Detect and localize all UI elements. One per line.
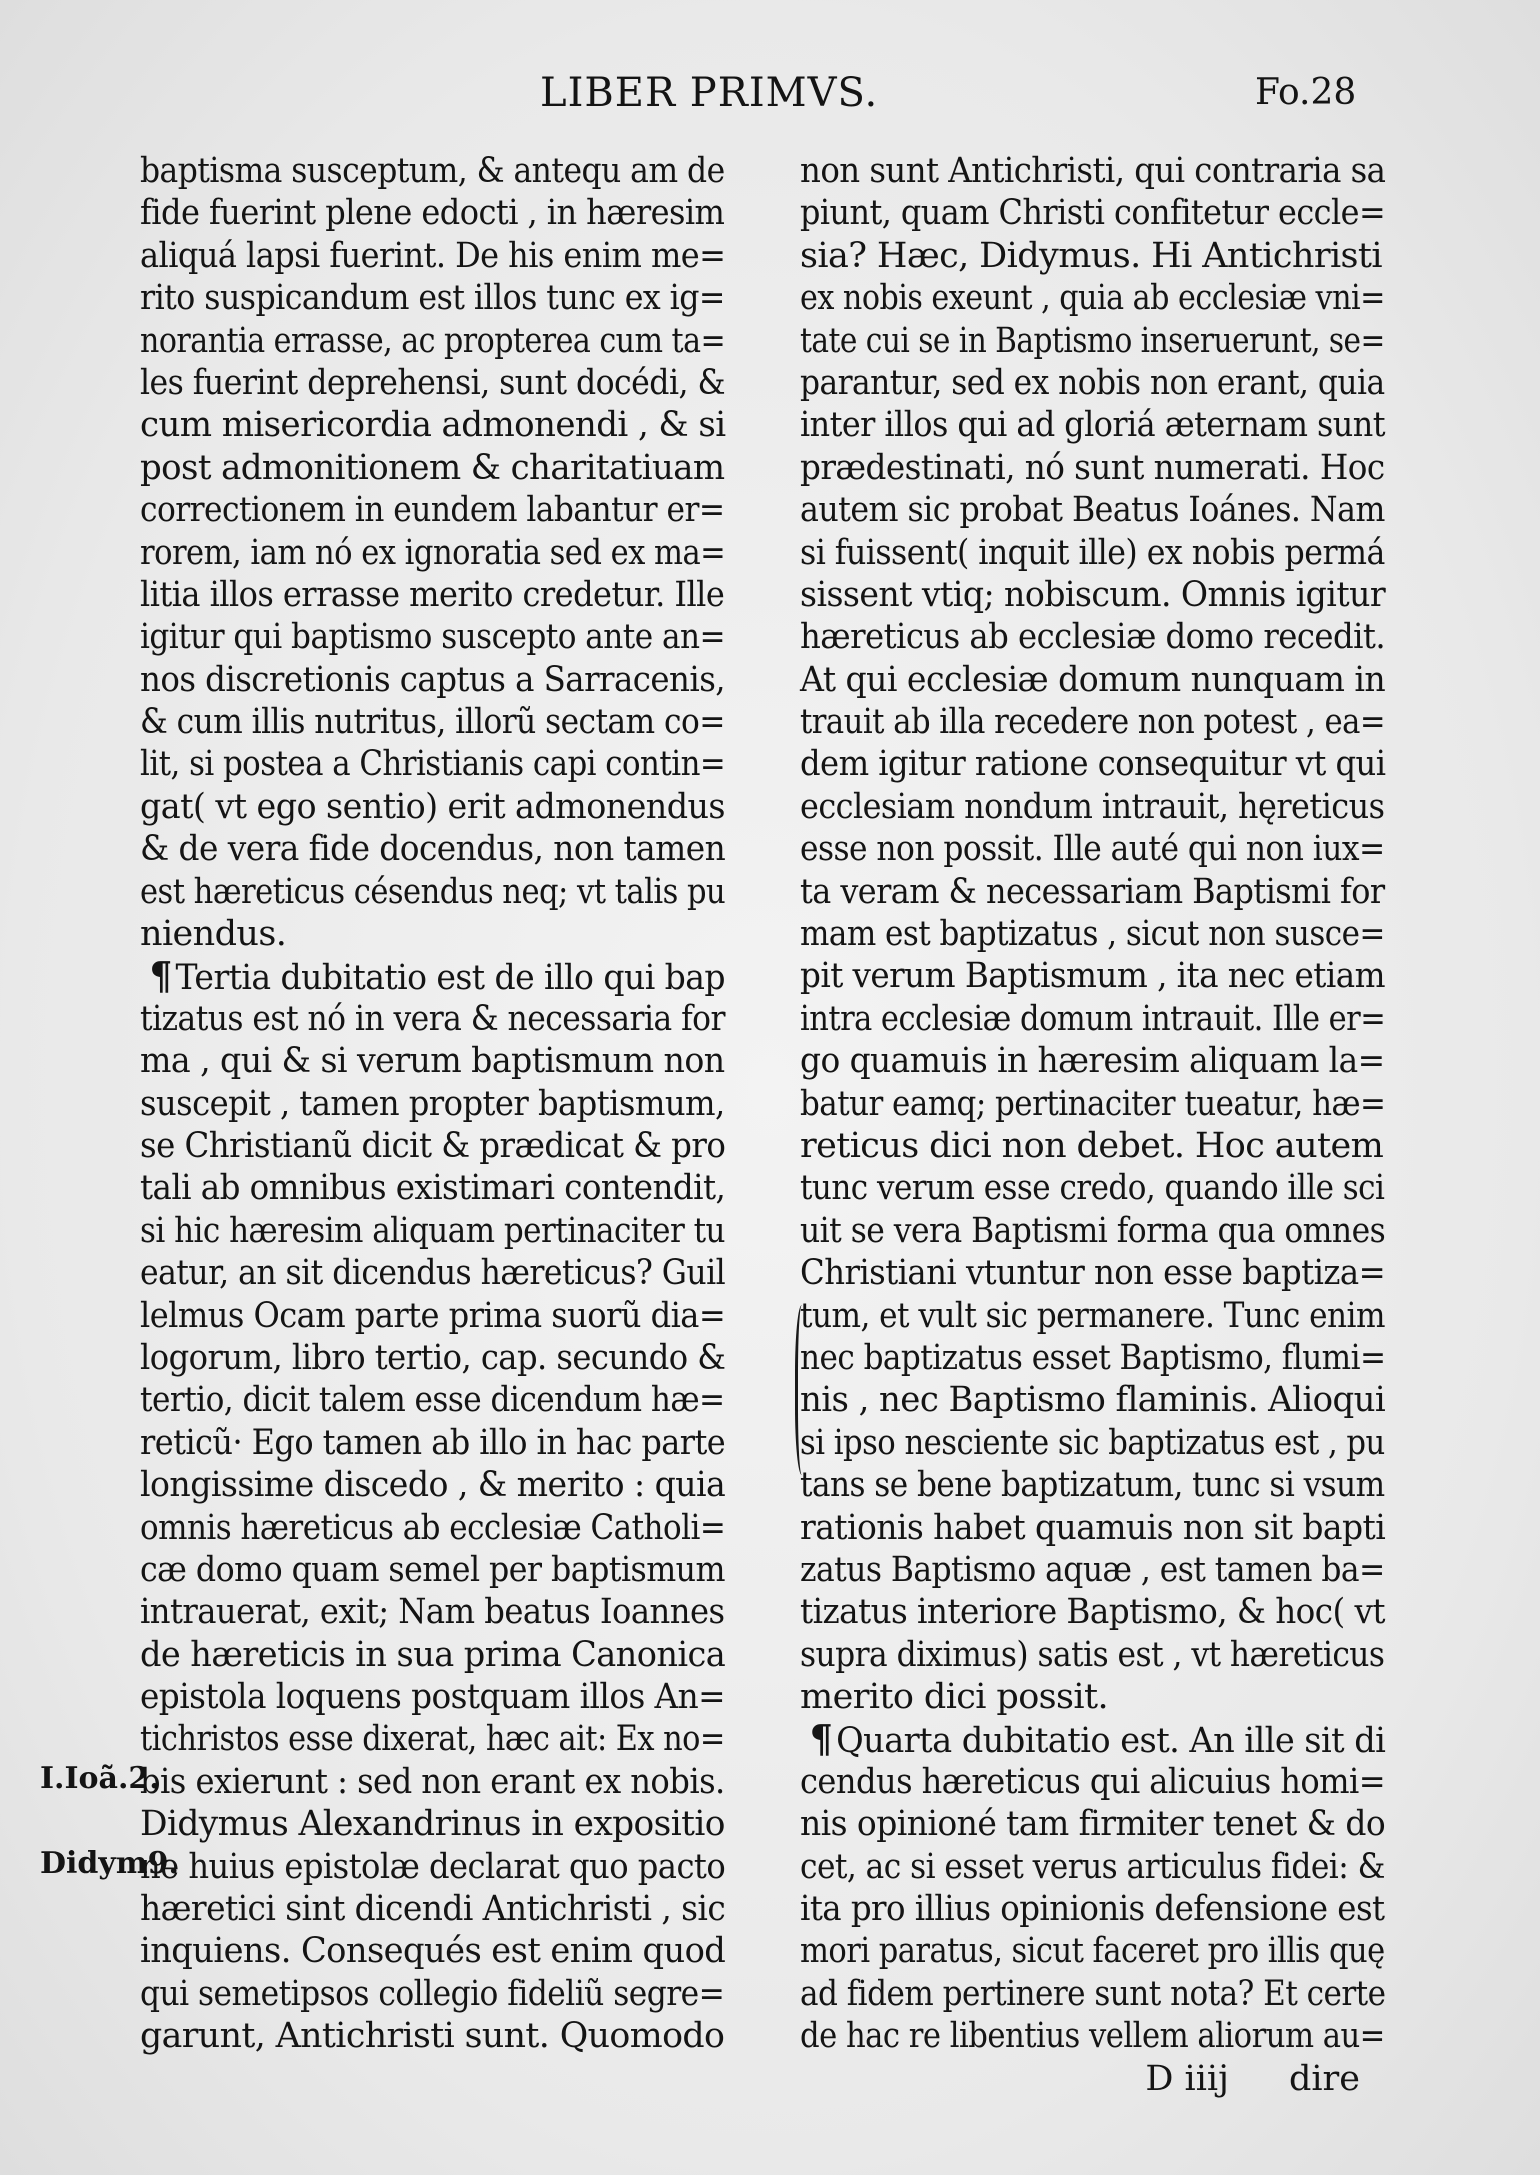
text-line — [800, 743, 1386, 785]
text-line — [140, 1803, 725, 1845]
text-line — [800, 532, 1385, 574]
line-text: sissent vtiq; nobiscum. Omnis igitur — [800, 574, 1386, 615]
text-line — [800, 320, 1385, 362]
text-line — [140, 998, 725, 1040]
line-text: ecclesiam nondum intrauit, hęreticus — [800, 786, 1385, 827]
line-text: tate cui se in Baptismo inseruerunt, se= — [800, 320, 1385, 361]
margin-note-didymus: Didym9. — [40, 1846, 179, 1881]
line-text: se Christianũ dicit & prædicat & pro — [140, 1125, 726, 1166]
line-text: nis , nec Baptismo flaminis. Alioqui — [800, 1380, 1386, 1421]
text-line — [800, 1676, 1380, 1718]
line-text: epistola loquens postquam illos An= — [140, 1677, 726, 1718]
text-line — [800, 659, 1386, 701]
paragraph-mark-icon: ¶ — [809, 1716, 833, 1762]
line-text: zatus Baptismo aquæ , est tamen ba= — [800, 1549, 1385, 1590]
line-text: logorum, libro tertio, cap. secundo & — [140, 1337, 726, 1378]
text-line — [800, 1337, 1386, 1379]
text-line — [140, 150, 725, 192]
text-line — [140, 1591, 725, 1633]
line-text: gat( vt ego sentio) erit admonendus — [140, 786, 725, 827]
text-line — [140, 1888, 726, 1930]
text-line — [800, 828, 1385, 870]
line-text: Quarta dubitatio est. An ille sit di — [836, 1721, 1386, 1762]
text-line — [140, 1718, 725, 1760]
text-line — [140, 1379, 725, 1421]
text-line — [140, 786, 725, 828]
line-text: tum, et vult sic permanere. Tunc enim — [800, 1295, 1385, 1336]
line-text: bis exierunt : sed non erant ex nobis. — [140, 1761, 725, 1802]
text-line — [800, 1252, 1386, 1294]
line-text: merito dici possit. — [800, 1677, 1108, 1718]
line-text: parantur, sed ex nobis non erant, quia — [800, 362, 1385, 403]
text-line — [140, 532, 726, 574]
text-line — [800, 955, 1385, 997]
text-line — [800, 447, 1385, 489]
line-text: nec baptizatus esset Baptismo, flumi= — [800, 1337, 1386, 1378]
text-line — [140, 1422, 726, 1464]
text-line — [800, 1125, 1384, 1167]
line-text: rorem, iam nó ex ignoratia sed ex ma= — [140, 532, 726, 573]
text-line — [800, 1930, 1385, 1972]
text-line — [800, 1379, 1386, 1421]
text-line — [800, 1591, 1385, 1633]
line-text: prædestinati, nó sunt numerati. Hoc — [800, 447, 1385, 488]
line-text: qui semetipsos collegio fideliũ segre= — [140, 1973, 725, 2014]
text-line — [800, 404, 1385, 446]
right-column — [800, 150, 1386, 2100]
text-line — [800, 574, 1386, 616]
line-text: litia illos errasse merito credetur. Ille — [140, 574, 725, 615]
line-text: tichristos esse dixerat, hæc ait: Ex no= — [140, 1719, 725, 1760]
signature-mark: D iiij — [1145, 2058, 1229, 2099]
line-text: mori paratus, sicut faceret pro illis quę — [800, 1931, 1385, 1972]
line-text: ta veram & necessariam Baptismi for — [800, 871, 1385, 912]
text-line — [800, 1716, 1386, 1762]
line-text: Tertia dubitatio est de illo qui bap — [175, 958, 726, 999]
text-line — [140, 1167, 726, 1209]
text-line — [140, 828, 726, 870]
line-text: dem igitur ratione consequitur vt qui — [800, 744, 1386, 785]
line-text: tans se bene baptizatum, tunc si vsum — [800, 1465, 1385, 1506]
line-text: tunc verum esse credo, quando ille sci — [800, 1168, 1385, 1209]
line-text: ita pro illius opinionis defensione est — [800, 1889, 1385, 1930]
text-line — [140, 1549, 725, 1591]
text-line — [800, 1295, 1385, 1337]
line-text: ne huius epistolæ declarat quo pacto — [140, 1846, 726, 1887]
text-line — [800, 1846, 1385, 1888]
line-text: lelmus Ocam parte prima suorũ dia= — [140, 1295, 726, 1336]
text-line — [140, 1676, 726, 1718]
line-text: garunt, Antichristi sunt. Quomodo — [140, 2016, 725, 2057]
text-line — [140, 277, 725, 319]
text-line — [140, 1295, 726, 1337]
text-line — [140, 447, 725, 489]
line-text: nos discretionis captus a Sarracenis, — [140, 659, 726, 700]
line-text: post admonitionem & charitatiuam — [140, 447, 725, 488]
text-line — [140, 743, 726, 785]
line-text: intra ecclesiæ domum intrauit. Ille er= — [800, 998, 1386, 1039]
text-line — [140, 701, 725, 743]
line-text: nis opinioné tam firmiter tenet & do — [800, 1804, 1386, 1845]
text-line — [800, 1973, 1386, 2015]
left-column — [140, 150, 726, 2058]
folio-number: Fo.28 — [1255, 72, 1357, 113]
line-text: rationis habet quamuis non sit bapti — [800, 1507, 1386, 1548]
text-line — [800, 1083, 1386, 1125]
line-text: ex nobis exeunt , quia ab ecclesiæ vni= — [800, 278, 1385, 319]
line-text: omnis hæreticus ab ecclesiæ Catholi= — [140, 1507, 726, 1548]
text-line — [800, 1422, 1385, 1464]
line-text: cæ domo quam semel per baptismum — [140, 1549, 725, 1590]
text-line — [140, 1125, 726, 1167]
line-text: correctionem in eundem labantur er= — [140, 490, 725, 531]
text-line — [800, 871, 1385, 913]
line-text: igitur qui baptismo suscepto ante an= — [140, 617, 726, 658]
text-line — [800, 235, 1380, 277]
text-line — [140, 362, 725, 404]
line-text: supra diximus) satis est , vt hæreticus — [800, 1634, 1385, 1675]
line-text: si hic hæresim aliquam pertinaciter tu — [140, 1210, 725, 1251]
line-text: mam est baptizatus , sicut non susce= — [800, 914, 1385, 955]
line-text: batur eamq; pertinaciter tueatur, hæ= — [800, 1083, 1386, 1124]
line-text: si ipso nesciente sic baptizatus est , pu — [800, 1422, 1385, 1463]
text-line — [140, 404, 726, 446]
paragraph-mark-icon: ¶ — [149, 953, 172, 999]
line-text: rito suspicandum est illos tunc ex ig= — [140, 278, 725, 319]
line-text: ad fidem pertinere sunt nota? Et certe — [800, 1973, 1386, 2014]
line-text: intrauerat, exit; Nam beatus Ioannes — [140, 1592, 725, 1633]
text-line — [800, 150, 1386, 192]
text-line — [140, 1083, 725, 1125]
text-line — [140, 574, 725, 616]
line-text: inquiens. Consequés est enim quod — [140, 1931, 726, 1972]
signature-catchword-row — [800, 2058, 1380, 2100]
line-text: fide fuerint plene edocti , in hæresim — [140, 193, 725, 234]
line-text: hæretici sint dicendi Antichristi , sic — [140, 1889, 726, 1930]
line-text: esse non possit. Ille auté qui non iux= — [800, 829, 1385, 870]
text-line — [140, 1634, 726, 1676]
text-line — [800, 1210, 1386, 1252]
text-line — [140, 1337, 726, 1379]
line-text: si fuissent( inquit ille) ex nobis permá — [800, 532, 1385, 573]
text-line — [140, 320, 726, 362]
text-line — [800, 362, 1385, 404]
text-line — [800, 1761, 1386, 1803]
text-line — [800, 1803, 1386, 1845]
text-line — [800, 2015, 1385, 2057]
text-line — [800, 1888, 1385, 1930]
text-line — [800, 489, 1385, 531]
line-text: Didymus Alexandrinus in expositio — [140, 1804, 725, 1845]
text-line — [800, 1507, 1386, 1549]
text-line — [140, 913, 720, 955]
text-line — [800, 701, 1386, 743]
line-text: hæreticus ab ecclesiæ domo recedit. — [800, 617, 1386, 658]
line-text: go quamuis in hæresim aliquam la= — [800, 1041, 1385, 1082]
text-line — [800, 1040, 1385, 1082]
text-line — [140, 192, 725, 234]
line-text: reticũ· Ego tamen ab illo in hac parte — [140, 1422, 726, 1463]
line-text: les fuerint deprehensi, sunt docédi, & — [140, 362, 725, 403]
line-text: suscepit , tamen propter baptismum, — [140, 1083, 725, 1124]
line-text: cum misericordia admonendi , & si — [140, 405, 726, 446]
line-text: baptisma susceptum, & antequ am de — [140, 151, 725, 191]
line-text: tertio, dicit talem esse dicendum hæ= — [140, 1380, 725, 1421]
text-line — [140, 489, 725, 531]
text-line — [800, 616, 1386, 658]
text-line — [800, 913, 1385, 955]
text-line — [800, 786, 1385, 828]
line-text: lit, si postea a Christianis capi contin= — [140, 744, 726, 785]
line-text: & de vera fide docendus, non tamen — [140, 829, 726, 870]
line-text: & cum illis nutritus, illorũ sectam co= — [140, 702, 725, 743]
line-text: trauit ab illa recedere non potest , ea= — [800, 702, 1386, 743]
text-line — [800, 1549, 1385, 1591]
line-text: At qui ecclesiæ domum nunquam in — [800, 659, 1386, 700]
text-line — [140, 2015, 725, 2057]
line-text: eatur, an sit dicendus hæreticus? Guil — [140, 1253, 726, 1294]
text-line — [140, 1252, 726, 1294]
line-text: non sunt Antichristi, qui contraria sa — [800, 151, 1386, 191]
margin-note-scripture-ref: I.Ioã.2. — [40, 1761, 160, 1796]
line-text: norantia errasse, ac propterea cum ta= — [140, 320, 726, 361]
text-line — [140, 235, 726, 277]
line-text: cendus hæreticus qui alicuius homi= — [800, 1761, 1386, 1802]
text-line — [140, 953, 726, 999]
line-text: Christiani vtuntur non esse baptiza= — [800, 1253, 1386, 1294]
line-text: niendus. — [140, 914, 287, 955]
text-line — [140, 1973, 725, 2015]
text-line — [140, 1464, 726, 1506]
running-title: LIBER PRIMVS. — [540, 70, 879, 116]
line-text: uit se vera Baptismi forma qua omnes — [800, 1210, 1386, 1251]
text-line — [800, 1464, 1385, 1506]
text-line — [140, 1507, 726, 1549]
line-text: pit verum Baptismum , ita nec etiam — [800, 956, 1385, 997]
margin-bracket-mark — [795, 1305, 812, 1475]
line-text: ma , qui & si verum baptismum non — [140, 1041, 725, 1082]
text-line — [800, 277, 1385, 319]
line-text: tizatus interiore Baptismo, & hoc( vt — [800, 1592, 1385, 1633]
text-line — [140, 1210, 725, 1252]
catchword: dire — [1288, 2058, 1360, 2099]
text-line — [800, 998, 1386, 1040]
text-line — [800, 192, 1386, 234]
text-line — [140, 871, 726, 913]
line-text: inter illos qui ad gloriá æternam sunt — [800, 405, 1385, 446]
line-text: tizatus est nó in vera & necessaria for — [140, 998, 725, 1039]
text-line — [140, 659, 726, 701]
line-text: aliquá lapsi fuerint. De his enim me= — [140, 235, 726, 276]
line-text: tali ab omnibus existimari contendit, — [140, 1168, 726, 1209]
text-line — [140, 1930, 726, 1972]
line-text: sia? Hæc, Didymus. Hi Antichristi — [800, 235, 1382, 276]
line-text: de hac re libentius vellem aliorum au= — [800, 2016, 1385, 2057]
text-line — [140, 1040, 725, 1082]
line-text: piunt, quam Christi confitetur eccle= — [800, 193, 1386, 234]
line-text: est hæreticus césendus neq; vt talis pu — [140, 871, 726, 912]
text-line — [800, 1634, 1385, 1676]
line-text: longissime discedo , & merito : quia — [140, 1465, 726, 1506]
text-line — [140, 616, 726, 658]
line-text: autem sic probat Beatus Ioánes. Nam — [800, 490, 1385, 531]
text-line — [800, 1167, 1385, 1209]
line-text: de hæreticis in sua prima Canonica — [140, 1634, 726, 1675]
text-line — [140, 1846, 726, 1888]
line-text: reticus dici non debet. Hoc autem — [800, 1125, 1384, 1166]
text-line — [140, 1761, 725, 1803]
line-text: cet, ac si esset verus articulus fidei: & — [800, 1846, 1385, 1887]
